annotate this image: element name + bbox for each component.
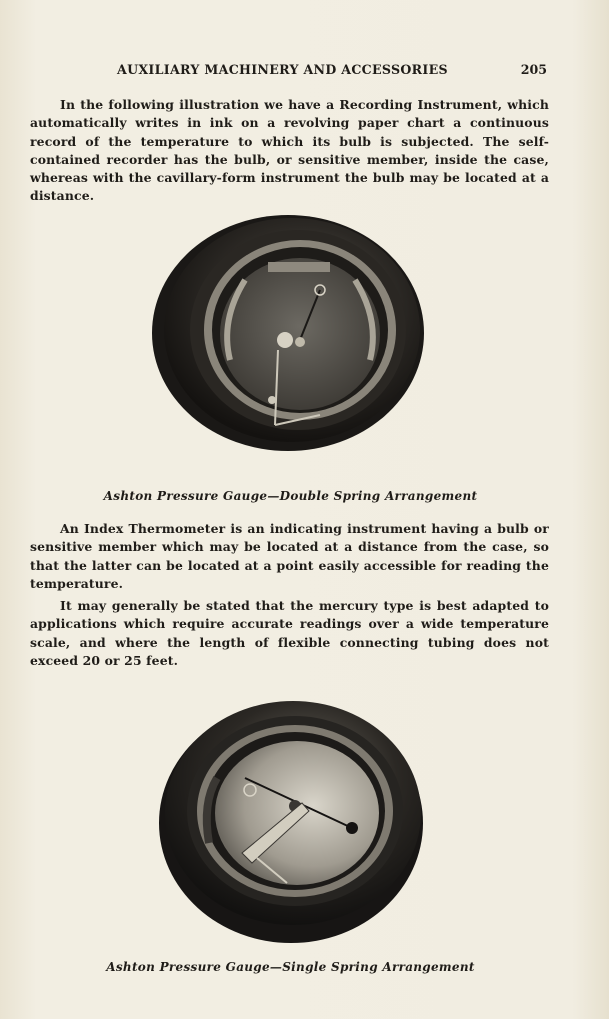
single-spring-gauge-image [157, 683, 432, 948]
double-spring-gauge-image [150, 210, 430, 455]
page-number: 205 [520, 62, 547, 77]
figure-caption-single-spring: Ashton Pressure Gauge—Single Spring Arrangement [106, 960, 475, 974]
figure-caption-double-spring: Ashton Pressure Gauge—Double Spring Arrangement [103, 489, 478, 503]
paragraph-index-thermometer: An Index Thermometer is an indicating instrument having a bulb or sensitive member which may be located at a distance from the case, so that the latter can be located at a point easily accessible for reading the temperature. [30, 521, 549, 591]
running-head: AUXILIARY MACHINERY AND ACCESSORIES [117, 62, 448, 77]
page-header [0, 62, 609, 82]
paragraph-mercury-type: It may generally be stated that the mercury type is best adapted to applications which require accurate readings over a wide temperature scale, and where the length of flexible connecting tubing does not exceed 20 or 25 feet. [30, 598, 549, 668]
paragraph-recording-instrument: In the following illustration we have a Recording Instrument, which automatically writes in ink on a revolving paper chart a continuous record of the temperature to which its bulb is subjected. The self-contained recorder has the bulb, or sensitive member, inside the case, whereas with the cavillary-form instrument the bulb may be located at a distance. [30, 97, 549, 204]
